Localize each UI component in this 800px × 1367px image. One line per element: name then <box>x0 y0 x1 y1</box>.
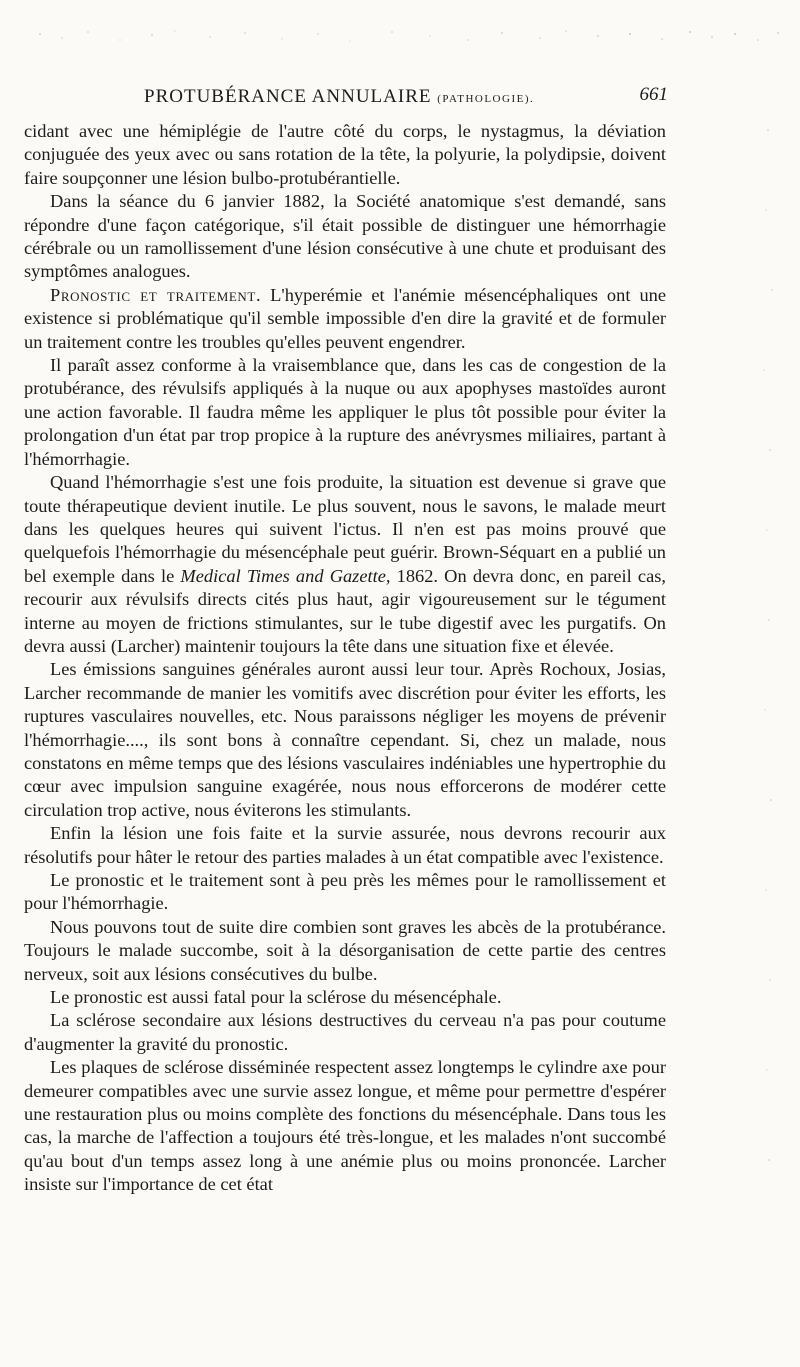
paragraph-text: 1862. On devra donc, en pareil cas, recourir aux révulsifs directs cités plus haut, agir vigoureusement sur le tégument interne au moyen de frictions stimulantes, sur le tube digestif avec les purgatifs. On devra aussi (Larcher) maintenir toujours la tête dans une situation fixe et élevée. <box>24 565 666 656</box>
running-header <box>24 80 666 120</box>
paragraph <box>24 1056 666 1196</box>
book-page <box>24 80 666 1197</box>
body-text <box>24 120 666 1197</box>
running-title-sub: (PATHOLOGIE). <box>437 93 535 105</box>
paragraph <box>24 120 666 190</box>
section-heading: Pronostic et traitement. <box>50 284 262 305</box>
journal-title: Medical Times and Gazette, <box>180 565 391 586</box>
paragraph <box>24 354 666 471</box>
paragraph <box>24 822 666 869</box>
paragraph <box>24 1009 666 1056</box>
paragraph <box>24 658 666 822</box>
paragraph-text: Il paraît assez conforme à la vraisemblance que, dans les cas de congestion de la protubérance, des révulsifs appliqués à la nuque ou aux apophyses mastoïdes auront une action favorable. Il faudra même les appliquer le plus tôt possible pour éviter la prolongation d'un état par trop propice à la rupture des anévrysmes miliaires, partant à l'hémorrhagie. <box>24 355 666 469</box>
paragraph <box>24 869 666 916</box>
paragraph-text: Dans la séance du 6 janvier 1882, la Société anatomique s'est demandé, sans répondre d'une façon catégorique, s'il était possible de distinguer une hémorrhagie cérébrale ou un ramollissement d'une lésion consécutive à une chute et produisant des symptômes analogues. <box>24 191 666 282</box>
scan-noise-right <box>748 60 788 1240</box>
scan-noise-top <box>0 22 800 52</box>
paragraph-text: Le pronostic et le traitement sont à peu près les mêmes pour le ramollissement et pour l'hémorrhagie. <box>24 870 666 914</box>
paragraph <box>24 190 666 284</box>
page-number: 661 <box>639 84 668 105</box>
paragraph-text: Nous pouvons tout de suite dire combien sont graves les abcès de la protubérance. Toujours le malade succombe, soit à la désorganisation de cette partie des centres nerveux, soit aux lésions consécutives du bulbe. <box>24 916 666 984</box>
paragraph <box>24 986 666 1009</box>
paragraph-text: cidant avec une hémiplégie de l'autre côté du corps, le nystagmus, la déviation conjuguée des yeux avec ou sans rotation de la tête, la polyurie, la polydipsie, doivent faire soupçonner une lésion bulbo-protubérantielle. <box>24 121 666 188</box>
paragraph-text: Les plaques de sclérose disséminée respectent assez longtemps le cylindre axe pour demeurer compatibles avec une survie assez longue, et même pour permettre d'espérer une restauration plus ou moins complète des fonctions du mésencéphale. Dans tous les cas, la marche de l'affection a toujours été très-longue, et les malades n'ont succombé qu'au bout d'un temps assez long à une anémie plus ou moins prononcée. Larcher insiste sur l'importance de cet état <box>24 1057 666 1195</box>
running-title-main: PROTUBÉRANCE ANNULAIRE <box>144 86 432 107</box>
paragraph <box>24 284 666 354</box>
paragraph <box>24 471 666 658</box>
paragraph-text: L'hyperémie et l'anémie mésencéphaliques ont une existence si problématique qu'il semble impossible d'en dire la gravité et de formuler un traitement contre les troubles qu'elles peuvent engendrer. <box>24 284 666 352</box>
running-title <box>144 86 534 108</box>
paragraph-text: Le pronostic est aussi fatal pour la sclérose du mésencéphale. <box>50 987 502 1008</box>
paragraph-text: Enfin la lésion une fois faite et la survie assurée, nous devrons recourir aux résolutifs pour hâter le retour des parties malades à un état compatible avec l'existence. <box>24 823 666 867</box>
paragraph-text: La sclérose secondaire aux lésions destructives du cerveau n'a pas pour coutume d'augmenter la gravité du pronostic. <box>24 1010 666 1054</box>
paragraph <box>24 916 666 986</box>
paragraph-text: Quand l'hémorrhagie s'est une fois produite, la situation est devenue si grave que toute thérapeutique devient inutile. Le plus souvent, nous le savons, le malade meurt dans les quelques heures qui suivent l'ictus. Il n'en est pas moins prouvé que quelquefois l'hémorrhagie du mésencéphale peut guérir. Brown-Séquart en a publié un bel exemple dans le <box>24 472 666 586</box>
paragraph-text: Les émissions sanguines générales auront aussi leur tour. Après Rochoux, Josias, Larcher recommande de manier les vomitifs avec discrétion pour éviter les efforts, les ruptures vasculaires nouvelles, etc. Nous paraissons négliger les moyens de prévenir l'hémorrhagie...., ils sont bons à connaître cependant. Si, chez un malade, nous constatons en même temps que des lésions vasculaires indéniables une hypertrophie du cœur avec impulsion sanguine exagérée, nous nous efforcerons de modérer cette circulation trop active, nous éviterons les stimulants. <box>24 659 666 820</box>
